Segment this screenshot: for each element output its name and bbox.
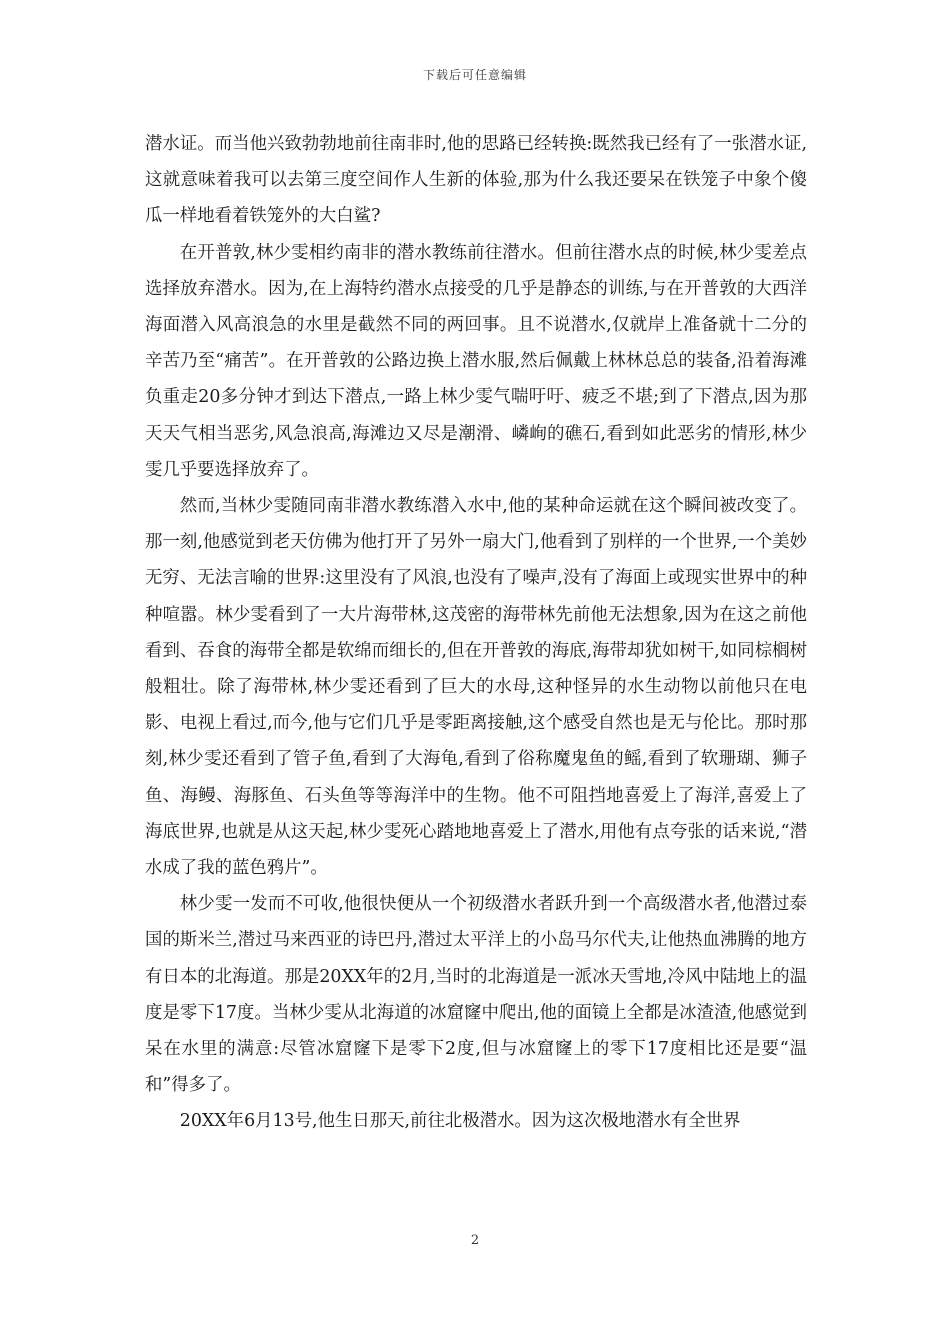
- paragraph: 在开普敦,林少雯相约南非的潜水教练前往潜水。但前往潜水点的时候,林少雯差点选择放弃潜水。因为,在上海特约潜水点接受的几乎是静态的训练,与在开普敦的大西洋海面潜入风高浪急的水里是截然不同的两回事。且不说潜水,仅就岸上准备就十二分的辛苦乃至“痛苦”。在开普敦的公路边换上潜水服,然后佩戴上林林总总的装备,沿着海滩负重走20多分钟才到达下潜点,一路上林少雯气喘吁吁、疲乏不堪;到了下潜点,因为那天天气相当恶劣,风急浪高,海滩边又尽是潮滑、嶙峋的礁石,看到如此恶劣的情形,林少雯几乎要选择放弃了。: [145, 242, 807, 480]
- page-number: 2: [470, 1233, 480, 1248]
- paragraph: 20XX年6月13号,他生日那天,前往北极潜水。因为这次极地潜水有全世界: [179, 1111, 741, 1132]
- page-header: 下载后可任意编辑: [422, 68, 527, 82]
- paragraph: 然而,当林少雯随同南非潜水教练潜入水中,他的某种命运就在这个瞬间被改变了。那一刻,他感觉到老天仿佛为他打开了另外一扇大门,他看到了别样的一个世界,一个美妙无穷、无法言喻的世界:这里没有了风浪,也没有了噪声,没有了海面上或现实世界中的种种喧嚣。林少雯看到了一大片海带林,这茂密的海带林先前他无法想象,因为在这之前他看到、吞食的海带全都是软绵而细长的,但在开普敦的海底,海带却犹如树干,如同棕榈树般粗壮。除了海带林,林少雯还看到了巨大的水母,这种怪异的水生动物以前他只在电影、电视上看过,而今,他与它们几乎是零距离接触,这个感受自然也是无与伦比。那时那刻,林少雯还看到了管子鱼,看到了大海龟,看到了俗称魔鬼鱼的鳐,看到了软珊瑚、狮子鱼、海鳗、海豚鱼、石头鱼等等海洋中的生物。他不可阻挡地喜爱上了海洋,喜爱上了海底世界,也就是从这天起,林少雯死心踏地地喜爱上了潜水,用他有点夸张的话来说,“潜水成了我的蓝色鸦片”。: [145, 496, 807, 879]
- paragraph: 林少雯一发而不可收,他很快便从一个初级潜水者跃升到一个高级潜水者,他潜过泰国的斯米兰,潜过马来西亚的诗巴丹,潜过太平洋上的小岛马尔代夫,让他热血沸腾的地方有日本的北海道。那是20XX年的2月,当时的北海道是一派冰天雪地,冷风中陆地上的温度是零下17度。当林少雯从北海道的冰窟窿中爬出,他的面镜上全都是冰渣渣,他感觉到呆在水里的满意:尽管冰窟窿下是零下2度,但与冰窟窿上的零下17度相比还是要“温和”得多了。: [145, 894, 807, 1096]
- paragraph: 潜水证。而当他兴致勃勃地前往南非时,他的思路已经转换:既然我已经有了一张潜水证,这就意味着我可以去第三度空间作人生新的体验,那为什么我还要呆在铁笼子中象个傻瓜一样地看着铁笼外的大白鲨?: [145, 134, 807, 227]
- body-text: [145, 126, 807, 1140]
